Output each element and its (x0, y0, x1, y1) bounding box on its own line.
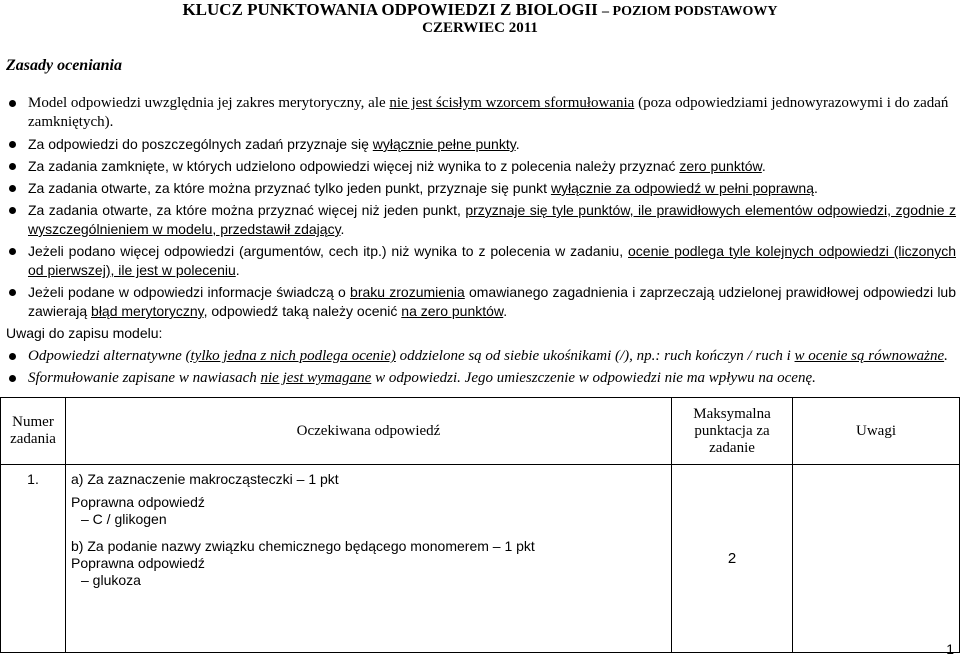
notes-label: Uwagi do zapisu modelu: (6, 325, 163, 341)
answer-key-table-wrap (0, 397, 960, 647)
header-max-points: Maksymalna punktacja za zadanie (672, 398, 793, 465)
level-text: – POZIOM PODSTAWOWY (602, 4, 778, 19)
note-item: Sformułowanie zapisane w nawiasach nie jest wymagane w odpowiedzi. Jego umieszczenie w odpowiedzi nie ma wpływu na ocenę. (6, 369, 956, 388)
rule-item: Za zadania otwarte, za które można przyznać więcej niż jeden punkt, przyznaje się tyle punktów, ile prawidłowych elementów odpowiedzi, zgodnie z wyszczególnieniem w modelu, przedstawił zdający. (6, 201, 956, 239)
note-item: Odpowiedzi alternatywne (tylko jedna z nich podlega ocenie) oddzielone są od siebie ukośnikami (/), np.: ruch kończyn / ruch i w ocenie są równoważne. (6, 347, 956, 366)
rule-item: Za zadania otwarte, za które można przyznać tylko jeden punkt, przyznaje się punkt wyłącznie za odpowiedź w pełni poprawną. (6, 179, 956, 198)
rule-item: Za odpowiedzi do poszczególnych zadań przyznaje się wyłącznie pełne punkty. (6, 135, 956, 154)
answer-line: Poprawna odpowiedź (71, 555, 205, 571)
rule-item: Za zadania zamknięte, w których udzielono odpowiedzi więcej niż wynika to z polecenia należy przyznać zero punktów. (6, 157, 956, 176)
table-header-row (1, 398, 960, 465)
rules-heading: Zasady oceniania (6, 57, 122, 74)
title-text: KLUCZ PUNKTOWANIA ODPOWIEDZI Z BIOLOGII (182, 0, 598, 19)
page-number: 1 (946, 641, 954, 657)
header-remarks: Uwagi (793, 398, 960, 465)
header-task-number: Numer zadania (1, 398, 66, 465)
answer-line: Poprawna odpowiedź (71, 494, 205, 510)
answer-key-table (0, 397, 960, 653)
rule-item: Jeżeli podane w odpowiedzi informacje świadczą o braku zrozumienia omawianego zagadnienia i zaprzeczają udzielonej prawidłowej odpowiedzi lub zawierają błąd merytoryczny, odpowiedź taką należy ocenić na zero punktów. (6, 283, 956, 321)
rule-item: Jeżeli podano więcej odpowiedzi (argumentów, cech itp.) niż wynika to z polecenia w zadaniu, ocenie podlega tyle kolejnych odpowiedzi (liczonych od pierwszej), ile jest w poleceniu. (6, 242, 956, 280)
answer-line: a) Za zaznaczenie makrocząsteczki – 1 pkt (71, 471, 339, 487)
rule-item: Model odpowiedzi uwzględnia jej zakres merytoryczny, ale nie jest ścisłym wzorcem sformułowania (poza odpowiedziami jednowyrazowymi i do zadań zamkniętych). (6, 94, 956, 132)
answer-line: – glukoza (81, 572, 141, 588)
answer-line: – C / glikogen (81, 511, 167, 527)
document-title (0, 0, 960, 22)
answer-line: b) Za podanie nazwy związku chemicznego będącego monomerem – 1 pkt (71, 538, 535, 554)
exam-date: CZERWIEC 2011 (422, 20, 538, 36)
header-expected-answer: Oczekiwana odpowiedź (66, 398, 672, 465)
remarks-cell (793, 465, 960, 653)
max-points-cell: 2 (672, 465, 793, 653)
rules-list (6, 94, 956, 391)
task-number-cell: 1. (1, 465, 66, 653)
table-row (1, 465, 960, 653)
expected-answer-cell (66, 465, 672, 653)
